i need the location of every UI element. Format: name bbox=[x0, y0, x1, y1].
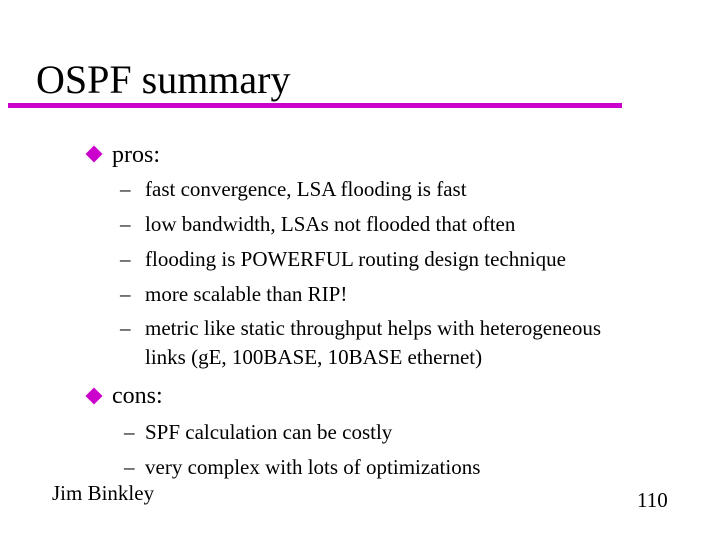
pros-dash-icon: – bbox=[120, 177, 131, 201]
pros-dash-icon: – bbox=[120, 247, 131, 271]
pros-item-5-continued: links (gE, 100BASE, 10BASE ethernet) bbox=[145, 345, 483, 369]
footer-author: Jim Binkley bbox=[52, 481, 155, 505]
cons-bullet-icon bbox=[86, 388, 103, 405]
cons-dash-icon: – bbox=[124, 420, 135, 444]
cons-label: cons: bbox=[112, 383, 163, 409]
pros-bullet-icon bbox=[86, 146, 103, 163]
cons-dash-icon: – bbox=[124, 455, 135, 479]
pros-dash-icon: – bbox=[120, 212, 131, 236]
page-number: 110 bbox=[637, 488, 668, 512]
slide-title: OSPF summary bbox=[36, 57, 291, 102]
pros-dash-icon: – bbox=[120, 316, 131, 340]
pros-label: pros: bbox=[112, 142, 160, 168]
pros-item-3: flooding is POWERFUL routing design technique bbox=[145, 247, 566, 271]
cons-item-1: SPF calculation can be costly bbox=[145, 420, 393, 444]
pros-dash-icon: – bbox=[120, 282, 131, 306]
pros-item-1: fast convergence, LSA flooding is fast bbox=[145, 177, 467, 201]
pros-item-4: more scalable than RIP! bbox=[145, 282, 348, 306]
title-underline bbox=[8, 103, 622, 108]
cons-item-2: very complex with lots of optimizations bbox=[145, 455, 481, 479]
pros-item-2: low bandwidth, LSAs not flooded that often bbox=[145, 212, 516, 236]
pros-item-5: metric like static throughput helps with heterogeneous bbox=[145, 316, 602, 340]
